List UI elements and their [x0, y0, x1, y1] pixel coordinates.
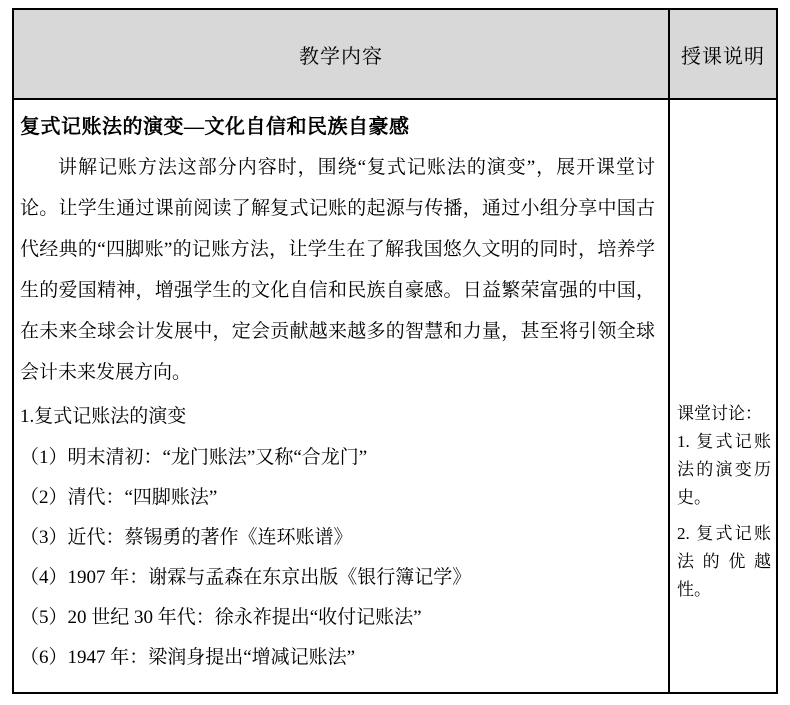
note-item: 2. 复式记账法的优越性。 — [677, 524, 771, 599]
header-lecture-notes-label: 授课说明 — [681, 45, 765, 68]
note-item: 1. 复式记账法的演变历史。 — [677, 432, 771, 507]
list-item: （1）明末清初：“龙门账法”又称“合龙门” — [20, 447, 368, 468]
teaching-content-cell — [14, 100, 670, 692]
list-item: （4）1907 年：谢霖与孟森在东京出版《银行簿记学》 — [20, 567, 472, 588]
list-item: （2）清代：“四脚账法” — [20, 487, 218, 508]
header-teaching-content — [14, 10, 670, 98]
section-title: 复式记账法的演变—文化自信和民族自豪感 — [20, 116, 410, 138]
header-lecture-notes — [670, 10, 776, 98]
lecture-notes-cell — [670, 100, 776, 692]
notes-title: 课堂讨论： — [677, 404, 762, 423]
header-teaching-content-label: 教学内容 — [299, 45, 383, 68]
table-body-row — [14, 100, 776, 692]
lesson-plan-table — [12, 8, 778, 694]
list-item: （3）近代：蔡锡勇的著作《连环账谱》 — [20, 527, 353, 548]
intro-paragraph: 讲解记账方法这部分内容时，围绕“复式记账法的演变”，展开课堂讨论。让学生通过课前阅读了解复式记账的起源与传播，通过小组分享中国古代经典的“四脚账”的记账方法，让学生在了解我国悠久文明的同时，培养学生的爱国精神，增强学生的文化自信和民族自豪感。日益繁荣富强的中国，在未来全球会计发展中，定会贡献越来越多的智慧和力量，甚至将引领全球会计未来发展方向。 — [20, 157, 655, 383]
table-header-row — [14, 10, 776, 100]
evolution-list-title: 1.复式记账法的演变 — [20, 406, 187, 427]
list-item: （5）20 世纪 30 年代：徐永祚提出“收付记账法” — [20, 607, 422, 628]
list-item: （6）1947 年：梁润身提出“增减记账法” — [20, 647, 356, 668]
